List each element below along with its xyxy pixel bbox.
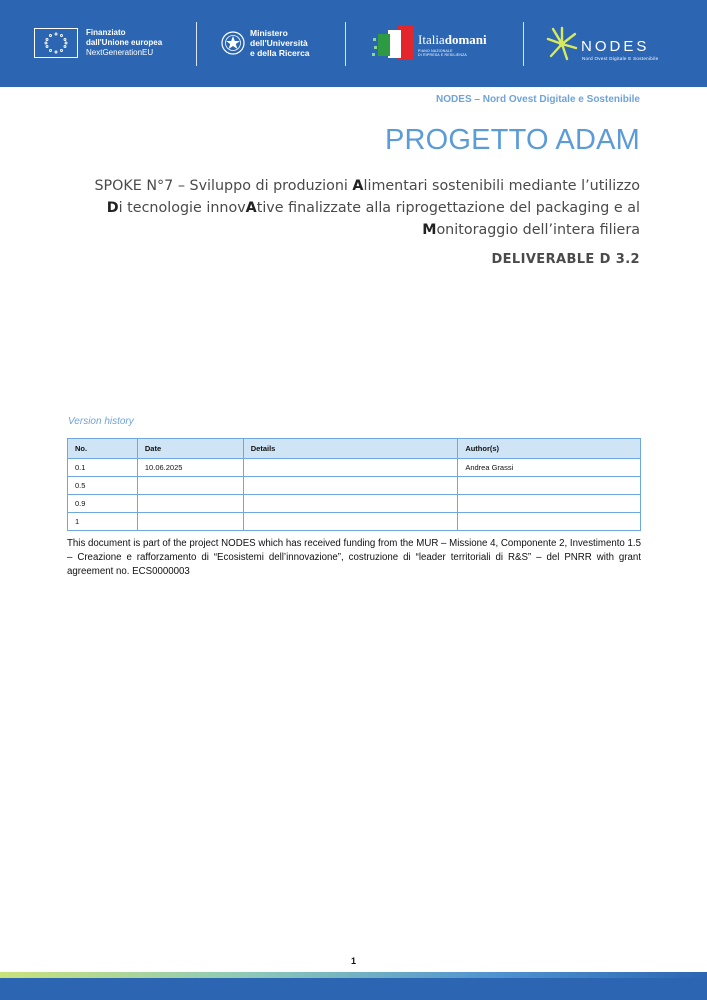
table-row (68, 477, 641, 495)
italia-sub1: PIANO NAZIONALE (418, 49, 453, 53)
eu-line2: dall'Unione europea (86, 38, 163, 47)
column-header-author: Author(s) (458, 439, 641, 459)
domani-word: domani (444, 32, 487, 47)
banner-divider (196, 22, 197, 66)
spoke-text: SPOKE N°7 – Sviluppo di produzioni (94, 178, 353, 194)
cell-date (137, 513, 243, 531)
cell-no: 0.5 (68, 477, 138, 495)
table-row (68, 513, 641, 531)
italia-domani-flag-icon (372, 24, 416, 62)
cell-author (458, 513, 641, 531)
deliverable-code: DELIVERABLE D 3.2 (491, 252, 640, 267)
eu-flag-icon (34, 28, 78, 58)
cell-author (458, 477, 641, 495)
cell-details (243, 459, 458, 477)
eu-line3: NextGenerationEU (86, 48, 154, 57)
page-number: 1 (350, 956, 356, 966)
table-row (68, 495, 641, 513)
cell-details (243, 495, 458, 513)
table-header-row (68, 439, 641, 459)
footer-bar (0, 978, 707, 1000)
spoke-description (80, 175, 640, 241)
document-title: PROGETTO ADAM (384, 124, 640, 156)
version-history-heading: Version history (68, 416, 134, 427)
cell-date (137, 477, 243, 495)
cell-details (243, 513, 458, 531)
nodes-wordmark: NODES (581, 38, 650, 55)
header-banner (0, 0, 707, 87)
banner-divider (523, 22, 524, 66)
eu-line1: Finanziato (86, 28, 126, 37)
eu-funding-label (86, 28, 162, 58)
italia-domani-subtitle (418, 49, 467, 57)
spoke-text: onitoraggio dell’intera filiera (436, 222, 640, 238)
spoke-text: tive finalizzate alla riprogettazione del packaging e al (256, 200, 640, 216)
cell-author: Andrea Grassi (458, 459, 641, 477)
spoke-text: i tecnologie innov (118, 200, 246, 216)
table-row (68, 459, 641, 477)
mur-line3: e della Ricerca (250, 48, 310, 58)
spoke-text: limentari sostenibili mediante l’utilizzo (363, 178, 640, 194)
italia-word: Italia (418, 32, 445, 47)
spoke-initial: M (422, 222, 437, 238)
cell-date: 10.06.2025 (137, 459, 243, 477)
spoke-initial: A (352, 178, 364, 194)
running-head: NODES – Nord Ovest Digitale e Sostenibile (436, 94, 640, 105)
mur-label (250, 28, 310, 58)
nodes-logo-icon (545, 24, 579, 64)
column-header-date: Date (137, 439, 243, 459)
nodes-subtitle: Nord Ovest Digitale E Sostenibile (582, 56, 659, 61)
cell-author (458, 495, 641, 513)
mur-line2: dell'Università (250, 38, 308, 48)
spoke-initial: A (245, 200, 257, 216)
column-header-no: No. (68, 439, 138, 459)
cell-no: 0.1 (68, 459, 138, 477)
italia-sub2: DI RIPRESA E RESILIENZA (418, 53, 467, 57)
cell-no: 1 (68, 513, 138, 531)
spoke-initial: D (106, 200, 119, 216)
funding-statement: This document is part of the project NODES which has received funding from the MUR – Missione 4, Componente 2, Investimento 1.5 – Creazione e rafforzamento di “Ecosistemi dell’innovazione”, costruzione di “leader territoriali di R&S” – del PNRR with grant agreement no. ECS0000003 (67, 538, 641, 577)
cell-no: 0.9 (68, 495, 138, 513)
mur-emblem-icon (220, 29, 246, 57)
mur-line1: Ministero (250, 28, 288, 38)
version-history-table (67, 438, 641, 531)
banner-divider (345, 22, 346, 66)
italia-domani-wordmark (418, 32, 487, 48)
cell-date (137, 495, 243, 513)
column-header-details: Details (243, 439, 458, 459)
cell-details (243, 477, 458, 495)
